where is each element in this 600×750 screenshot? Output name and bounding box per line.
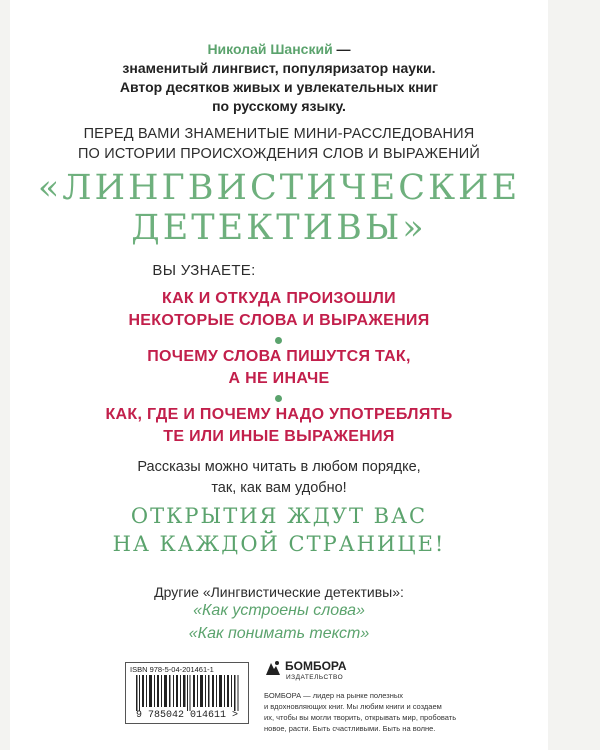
note-line: Рассказы можно читать в любом порядке, xyxy=(137,459,421,475)
bullet-dot xyxy=(275,395,282,402)
book-back-cover xyxy=(10,0,548,750)
isbn-text: ISBN 978-5-04-201461-1 xyxy=(130,665,214,674)
other-books-heading: Другие «Лингвистические детективы»: xyxy=(154,584,404,600)
other-book-title: «Как понимать текст» xyxy=(188,625,370,642)
point-line: А НЕ ИНАЧЕ xyxy=(228,370,330,387)
author-bio-line: по русскому языку. xyxy=(212,98,346,114)
publisher-line: и вдохновляющих книг. Мы любим книги и создаем xyxy=(264,702,442,711)
publisher-line: новое, расти. Быть счастливыми. Быть на волне. xyxy=(264,724,436,733)
barcode xyxy=(125,662,249,724)
point-line: ПОЧЕМУ СЛОВА ПИШУТСЯ ТАК, xyxy=(147,348,411,365)
author-bio xyxy=(10,40,548,116)
point-spelling xyxy=(10,346,548,390)
point-line: ТЕ ИЛИ ИНЫЕ ВЫРАЖЕНИЯ xyxy=(163,428,395,445)
note-line: так, как вам удобно! xyxy=(211,480,347,496)
intro-line: ПО ИСТОРИИ ПРОИСХОЖДЕНИЯ СЛОВ И ВЫРАЖЕНИЙ xyxy=(77,146,481,162)
author-bio-line xyxy=(10,40,548,59)
bullet-dot xyxy=(275,337,282,344)
author-dash: — xyxy=(332,41,351,57)
author-bio-line: Автор десятков живых и увлекательных книг xyxy=(119,79,439,95)
bombora-logo-icon xyxy=(264,659,282,677)
intro-line: ПЕРЕД ВАМИ ЗНАМЕНИТЫЕ МИНИ-РАССЛЕДОВАНИЯ xyxy=(83,126,475,142)
reading-note xyxy=(10,457,548,499)
book-title xyxy=(10,168,548,248)
author-name: Николай Шанский xyxy=(207,41,333,57)
point-line: КАК, ГДЕ И ПОЧЕМУ НАДО УПОТРЕБЛЯТЬ xyxy=(105,406,453,423)
slogan-line: ОТКРЫТИЯ ЖДУТ ВАС xyxy=(130,504,428,528)
slogan xyxy=(10,502,548,558)
other-book-title: «Как устроены слова» xyxy=(193,602,365,619)
publisher-line: их, чтобы вы могли творить, открывать мир, пробовать xyxy=(264,713,457,722)
publisher-line: БОМБОРА — лидер на рынке полезных xyxy=(264,691,404,700)
publisher-sub: ИЗДАТЕЛЬСТВО xyxy=(286,674,344,681)
point-line: НЕКОТОРЫЕ СЛОВА И ВЫРАЖЕНИЯ xyxy=(128,312,430,329)
barcode-bars xyxy=(136,675,240,711)
book-title-line: ДЕТЕКТИВЫ» xyxy=(131,208,427,248)
publisher-description xyxy=(264,690,564,734)
intro-text xyxy=(10,124,548,164)
barcode-digits: 9 785042 014611 > xyxy=(135,710,239,721)
learn-heading: ВЫ УЗНАЕТЕ: xyxy=(152,262,256,279)
point-line: КАК И ОТКУДА ПРОИЗОШЛИ xyxy=(162,290,396,307)
publisher-name: БОМБОРА xyxy=(285,659,347,673)
slogan-line: НА КАЖДОЙ СТРАНИЦЕ! xyxy=(112,532,446,556)
point-origin xyxy=(10,288,548,332)
author-bio-line: знаменитый лингвист, популяризатор науки. xyxy=(122,60,436,76)
book-title-line: «ЛИНГВИСТИЧЕСКИЕ xyxy=(37,168,521,208)
point-usage xyxy=(10,404,548,448)
